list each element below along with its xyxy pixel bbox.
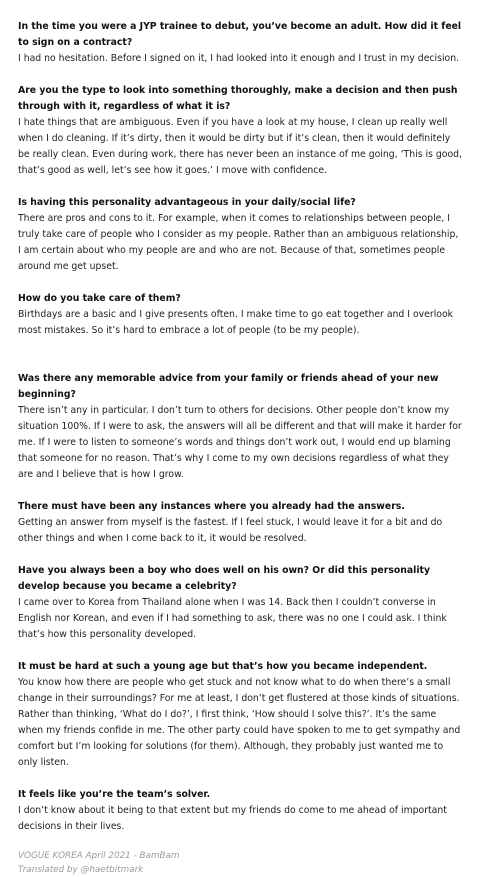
answer-5: There isn’t any in particular. I don’t turn to others for decisions. Other people don’t know my situation 100%. If I were to ask, the answers will all be different and that will make it harder for me. If I were to listen to someone’s words and things don’t work out, I would end up blaming that someone for no reason. That’s why I come to my own decisions regardless of what they are and I believe that is how I grow. [18,405,462,480]
qa-block-2 [18,83,464,179]
question-6: There must have been any instances where you already had the answers. [18,501,405,512]
qa-block-6 [18,499,464,547]
question-3: Is having this personality advantageous in your daily/social life? [18,197,356,208]
qa-block-5 [18,371,464,483]
qa-block-9 [18,787,464,835]
question-4: How do you take care of them? [18,293,181,304]
question-7: Have you always been a boy who does well on his own? Or did this personality develop because you became a celebrity? [18,565,431,592]
answer-8: You know how there are people who get stuck and not know what to do when there’s a small change in their surroundings? For me at least, I don’t get flustered at those kinds of situations. Rather than thinking, ‘What do I do?’, I first think, ‘How should I solve this?’. It’s the same when my friends confide in me. The other party could have spoken to me to get sympathy and comfort but I’m looking for solutions (for them). Although, they probably just wanted me to only listen. [18,677,461,768]
answer-1: I had no hesitation. Before I signed on it, I had looked into it enough and I trust in my decision. [18,53,460,64]
question-5: Was there any memorable advice from your family or friends ahead of your new beginning? [18,373,439,400]
question-2: Are you the type to look into something thoroughly, make a decision and then push through with it, regardless of what it is? [18,85,458,112]
source-credit: VOGUE KOREA April 2021 - BamBam [18,851,180,861]
answer-6: Getting an answer from myself is the fastest. If I feel stuck, I would leave it for a bit and do other things and when I come back to it, it would be resolved. [18,517,443,544]
question-9: It feels like you’re the team’s solver. [18,789,211,800]
qa-block-7 [18,563,464,643]
qa-block-3 [18,195,464,275]
qa-block-1 [18,19,464,67]
translator-credit: Translated by @haetbitmark [18,865,144,875]
question-8: It must be hard at such a young age but that’s how you became independent. [18,661,428,672]
answer-3: There are pros and cons to it. For example, when it comes to relationships between people, I truly take care of people who I consider as my people. Rather than an ambiguous relationship, I am certain about who my people are and who are not. Because of that, sometimes people around me get upset. [18,213,459,272]
credits [18,849,464,877]
qa-block-4 [18,291,464,339]
qa-block-8 [18,659,464,771]
answer-7: I came over to Korea from Thailand alone when I was 14. Back then I couldn’t converse in English nor Korean, and even if I had something to ask, there was no one I could ask. I think that’s how this personality developed. [18,597,447,640]
answer-9: I don’t know about it being to that extent but my friends do come to me ahead of important decisions in their lives. [18,805,447,832]
question-1: In the time you were a JYP trainee to debut, you’ve become an adult. How did it feel to sign on a contract? [18,21,462,48]
answer-4: Birthdays are a basic and I give presents often. I make time to go eat together and I overlook most mistakes. So it’s hard to embrace a lot of people (to be my people). [18,309,454,336]
answer-2: I hate things that are ambiguous. Even if you have a look at my house, I clean up really well when I do cleaning. If it’s dirty, then it would be dirty but if it’s clean, then it would definitely be really clean. Even during work, there has never been an instance of me going, ‘This is good, that’s good as well, let’s see how it goes.’ I move with confidence. [18,117,463,176]
